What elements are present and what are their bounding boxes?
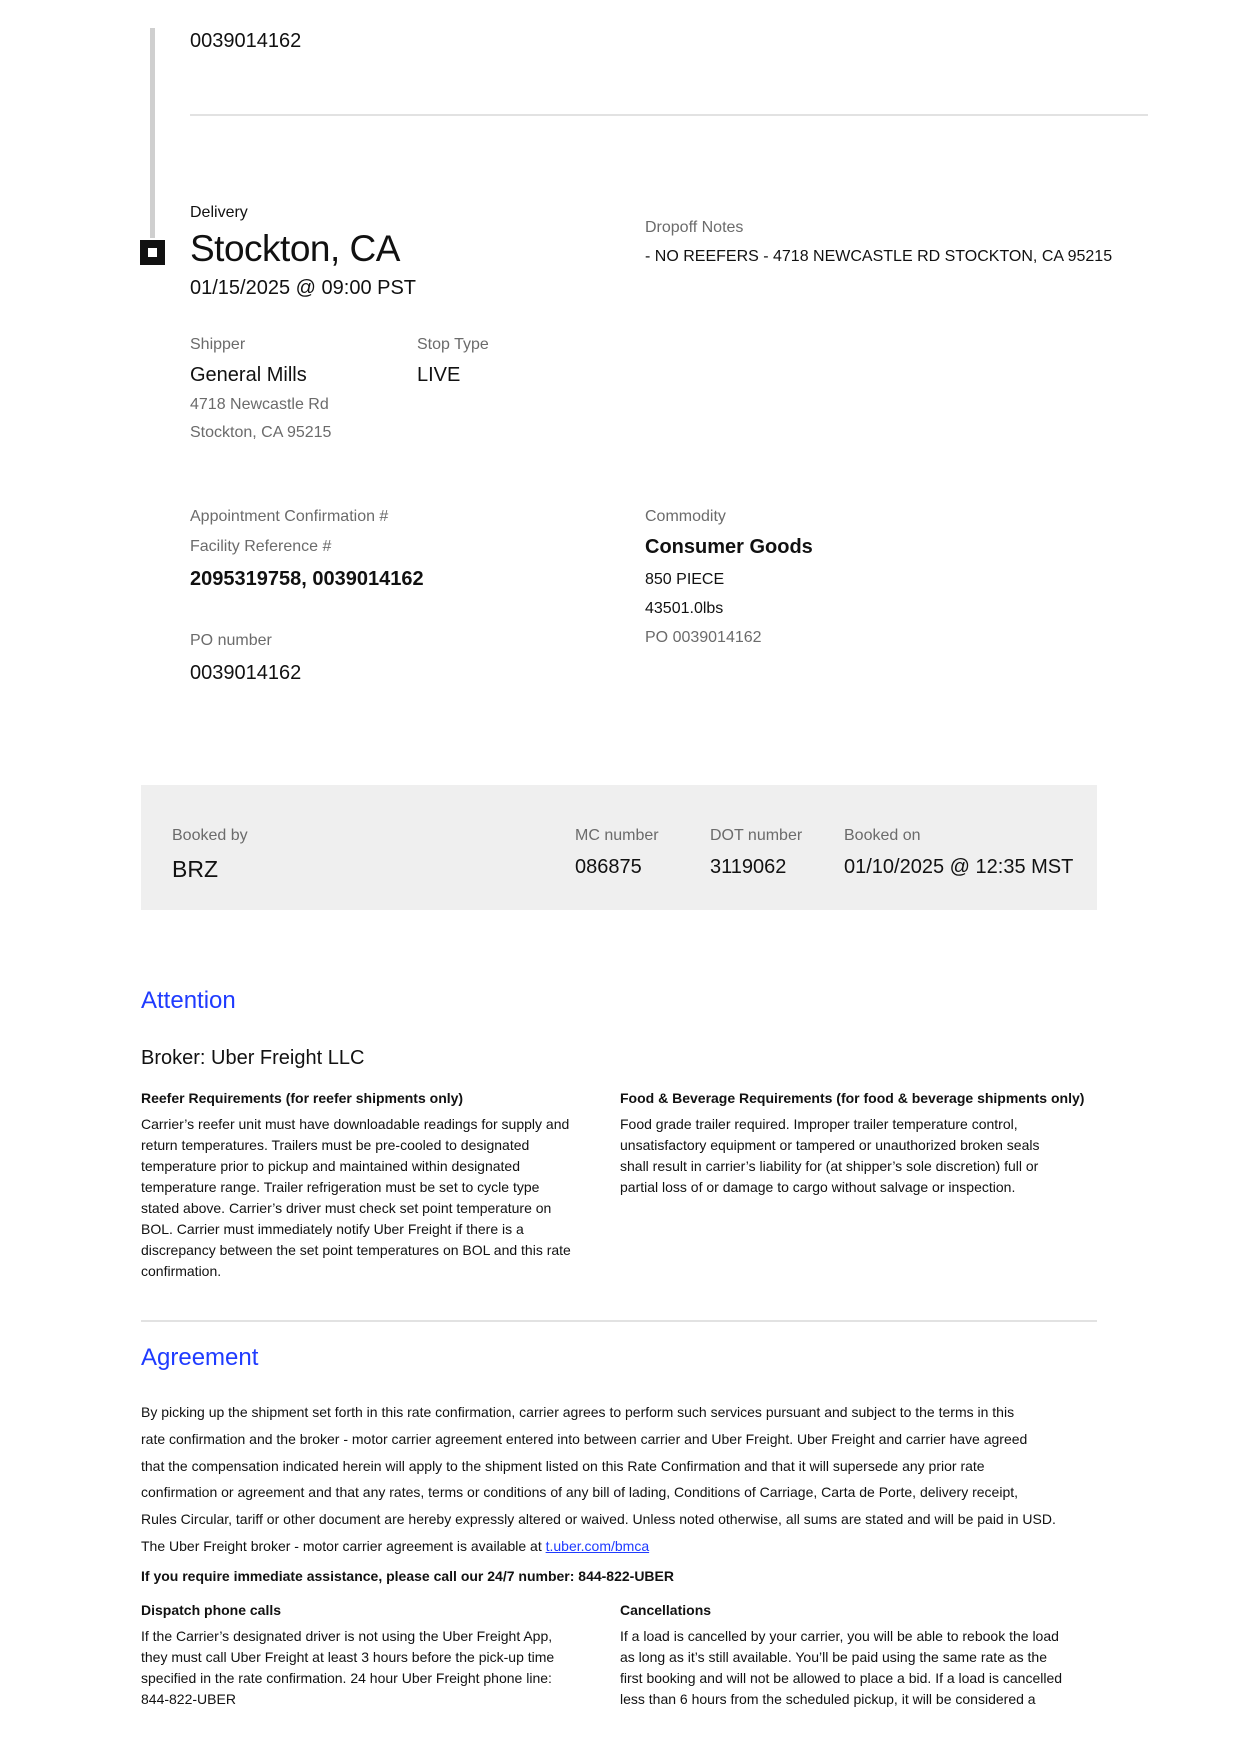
- facility-reference-label: Facility Reference #: [190, 538, 332, 555]
- po-number-value: 0039014162: [190, 662, 302, 684]
- dot-number-value: 3119062: [710, 856, 787, 878]
- food-beverage-requirements-text: Food grade trailer required. Improper trailer temperature control, unsatisfactory equipment or tampered or unauthorized broken seals shall result in carrier’s liability for (at shipper’s sole discretion) full or partial loss of or damage to cargo without salvage or inspection.: [620, 1116, 1040, 1195]
- commodity-value: Consumer Goods: [645, 536, 813, 558]
- commodity-pieces: 850 PIECE: [645, 571, 725, 588]
- dispatch-calls-text: If the Carrier’s designated driver is not using the Uber Freight App, they must call Uber Freight at least 3 hours before the pick-up time specified in the rate confirmation. 24 hour Uber Freight phone line: 844-822-UBER: [141, 1628, 555, 1707]
- dot-number-label: DOT number: [710, 827, 803, 844]
- delivery-city: Stockton, CA: [190, 228, 400, 269]
- assistance-notice: If you require immediate assistance, please call our 24/7 number: 844-822-UBER: [141, 1568, 674, 1584]
- booked-on-label: Booked on: [844, 827, 921, 844]
- divider: [141, 1320, 1097, 1322]
- booked-on-value: 01/10/2025 @ 12:35 MST: [844, 856, 1074, 878]
- agreement-text: By picking up the shipment set forth in this rate confirmation, carrier agrees to perform such services pursuant and subject to the terms in this rate confirmation and the broker - motor carrier agreement entered into between carrier and Uber Freight. Uber Freight and carrier have agreed that the compensation indicated herein will apply to the shipment listed on this Rate Confirmation and that it will supersede any prior rate confirmation or agreement and that any rates, terms or conditions of any bill of lading, Conditions of Carriage, Carta de Porte, delivery receipt, Rules Circular, tariff or other document are hereby expressly altered or waived. Unless noted otherwise, all sums are stated and will be paid in USD. The Uber Freight broker - motor carrier agreement is available at t.uber.com/bmca: [141, 1404, 1056, 1554]
- stop-type-label: Stop Type: [417, 336, 489, 353]
- mc-number-value: 086875: [575, 856, 642, 878]
- mc-number-label: MC number: [575, 827, 659, 844]
- agreement-title: Agreement: [141, 1344, 259, 1371]
- delivery-label: Delivery: [190, 204, 248, 221]
- commodity-po: PO 0039014162: [645, 629, 762, 646]
- stop-type-value: LIVE: [417, 364, 461, 386]
- divider: [190, 114, 1148, 116]
- dropoff-notes-label: Dropoff Notes: [645, 219, 744, 236]
- dropoff-notes: - NO REEFERS - 4718 NEWCASTLE RD STOCKTON, CA 95215: [645, 248, 1113, 265]
- stop-square-icon: [140, 240, 165, 265]
- broker-name: Broker: Uber Freight LLC: [141, 1047, 365, 1069]
- booking-info-panel: [141, 785, 1097, 910]
- delivery-datetime: 01/15/2025 @ 09:00 PST: [190, 277, 417, 299]
- commodity-weight: 43501.0lbs: [645, 600, 724, 617]
- food-beverage-requirements-title: Food & Beverage Requirements (for food & beverage shipments only): [620, 1090, 1085, 1106]
- booked-by-label: Booked by: [172, 827, 248, 844]
- appointment-confirmation-label: Appointment Confirmation #: [190, 508, 389, 525]
- dispatch-calls-title: Dispatch phone calls: [141, 1602, 282, 1618]
- commodity-label: Commodity: [645, 508, 726, 525]
- po-number-label: PO number: [190, 632, 272, 649]
- timeline-line: [150, 28, 155, 238]
- cancellations-title: Cancellations: [620, 1602, 712, 1618]
- booked-by-value: BRZ: [172, 856, 218, 882]
- shipper-address-line-2: Stockton, CA 95215: [190, 424, 332, 441]
- reefer-requirements-title: Reefer Requirements (for reefer shipments only): [141, 1090, 464, 1106]
- shipper-name: General Mills: [190, 364, 307, 386]
- shipper-label: Shipper: [190, 336, 246, 353]
- top-reference-number: 0039014162: [190, 30, 302, 52]
- reefer-requirements-text: Carrier’s reefer unit must have downloadable readings for supply and return temperatures. Trailers must be pre-cooled to designated temperature prior to pickup and maintained within designated temperature range. Trailer refrigeration must be set to cycle type stated above. Carrier’s driver must check set point temperature on BOL. Carrier must immediately notify Uber Freight if there is a discrepancy between the set point temperatures on BOL and this rate confirmation.: [141, 1116, 571, 1279]
- bmca-link[interactable]: t.uber.com/bmca: [545, 1537, 650, 1554]
- facility-reference-values: 2095319758, 0039014162: [190, 568, 424, 590]
- shipper-address-line-1: 4718 Newcastle Rd: [190, 396, 329, 413]
- attention-title: Attention: [141, 987, 236, 1014]
- cancellations-text: If a load is cancelled by your carrier, you will be able to rebook the load as long as it’s still available. You’ll be paid using the same rate as the first booking and will not be allowed to place a bid. If a load is cancelled less than 6 hours from the scheduled pickup, it will be considered a: [620, 1628, 1063, 1707]
